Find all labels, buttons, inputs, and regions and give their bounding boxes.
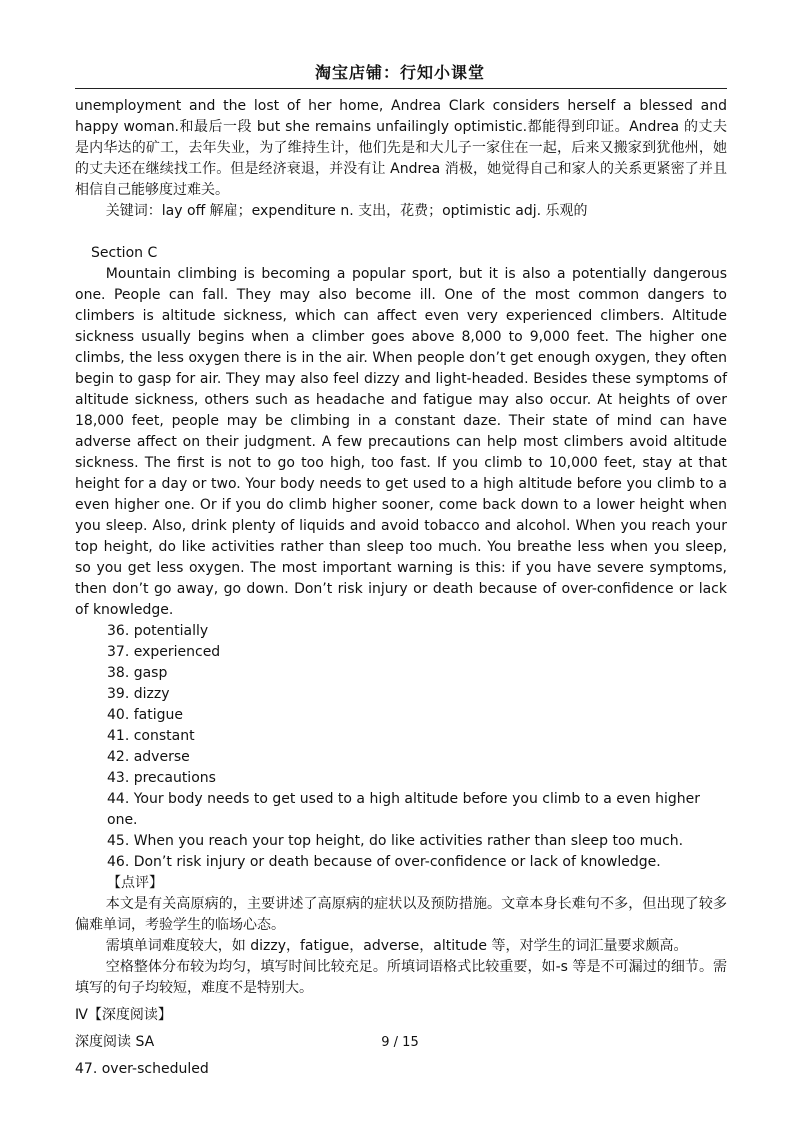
page-number: 9 / 15 [381, 1035, 419, 1050]
header-title: 淘宝店铺：行知小课堂 [314, 63, 485, 82]
deep-reading-heading: Ⅳ【深度阅读】 [75, 1007, 172, 1023]
section-c-label: Section C [91, 245, 158, 261]
document-body [75, 96, 727, 1080]
answer-item: 40. fatigue [107, 707, 183, 723]
answer-item: 43. precautions [107, 770, 216, 786]
deep-reading-subheading: 深度阅读 SA [75, 1034, 155, 1050]
answer-item: 42. adverse [107, 749, 190, 765]
keywords-line: 关键词：lay off 解雇；expenditure n. 支出，花费；optimistic adj. 乐观的 [105, 203, 588, 219]
answer-item: 36. potentially [107, 623, 209, 639]
review-paragraph-2: 需填单词难度较大，如 dizzy，fatigue，adverse，altitude 等，对学生的词汇量要求颇高。 [105, 938, 688, 954]
answer-item: 37. experienced [107, 644, 221, 660]
review-paragraph-1: 本文是有关高原病的，主要讲述了高原病的症状以及预防措施。文章本身长难句不多，但出现了较多偏难单词，考验学生的临场心态。 [75, 896, 727, 933]
deep-reading-item: 47. over-scheduled [75, 1061, 209, 1077]
intro-paragraph: unemployment and the lost of her home, Andrea Clark considers herself a blessed and happy woman.和最后一段 but she remains unfailingly optimistic.都能得到印证。Andrea 的丈夫是内华达的矿工，去年失业，为了维持生计，他们先是和大儿子一家住在一起，后来又搬家到犹他州，她的丈夫还在继续找工作。但是经济衰退，并没有让 Andrea 消极，她觉得自己和家人的关系更紧密了并且相信自己能够度过难关。 [75, 98, 727, 198]
answer-list [75, 621, 727, 873]
passage-paragraph: Mountain climbing is becoming a popular sport, but it is also a potentially dangerous one. People can fall. They may also become ill. One of the most common dangers to climbers is altitude sickness, which can affect even very experienced climbers. Altitude sickness usually begins when a climber goes above 8,000 to 9,000 feet. The higher one climbs, the less oxygen there is in the air. When people don’t get enough oxygen, they often begin to gasp for air. They may also feel dizzy and light-headed. Besides these symptoms of altitude sickness, others such as headache and fatigue may also occur. At heights of over 18,000 feet, people may be climbing in a constant daze. Their state of mind can have adverse affect on their judgment. A few precautions can help most climbers avoid altitude sickness. The first is not to go too high, too fast. If you climb to 10,000 feet, stay at that height for a day or two. Your body needs to get used to a high altitude before you climb to a even higher one. Or if you do climb higher sooner, come back down to a lower height when you sleep. Also, drink plenty of liquids and avoid tobacco and alcohol. When you reach your top height, do like activities rather than sleep too much. You breathe less when you sleep, so you get less oxygen. The most important warning is this: if you have severe symptoms, then don’t go away, go down. Don’t risk injury or death because of over-confidence or lack of knowledge. [75, 266, 727, 618]
answer-item: 44. Your body needs to get used to a high altitude before you climb to a even higher one. [107, 791, 700, 828]
header-rule [75, 88, 727, 89]
answer-item: 39. dizzy [107, 686, 170, 702]
review-paragraph-3: 空格整体分布较为均匀，填写时间比较充足。所填词语格式比较重要，如-s 等是不可漏过的细节。需填写的句子均较短，难度不是特别大。 [75, 959, 727, 996]
answer-item: 38. gasp [107, 665, 168, 681]
answer-item: 41. constant [107, 728, 195, 744]
answer-item: 46. Don’t risk injury or death because of over-confidence or lack of knowledge. [107, 854, 661, 870]
answer-item: 45. When you reach your top height, do like activities rather than sleep too much. [107, 833, 684, 849]
review-label: 【点评】 [107, 875, 163, 891]
